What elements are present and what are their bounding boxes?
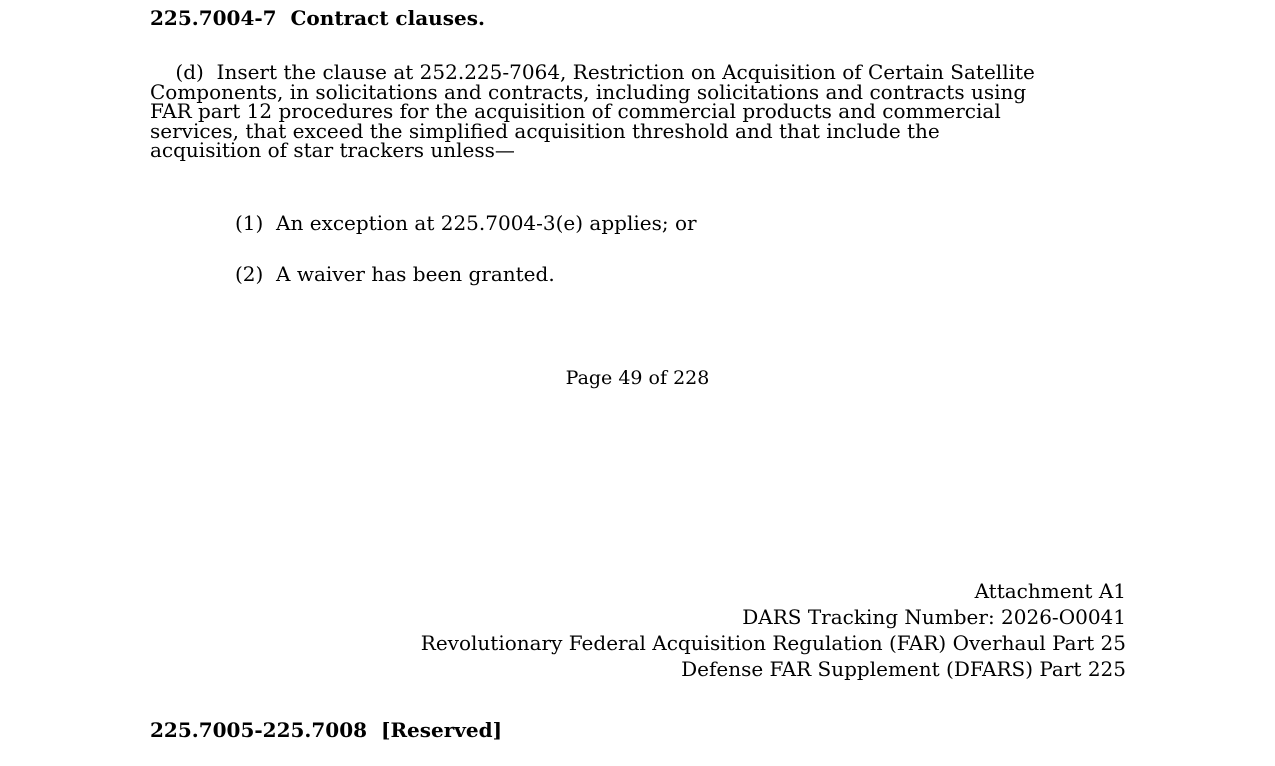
paragraph-d-line: FAR part 12 procedures for the acquisition of commercial products and commercial xyxy=(150,99,1001,123)
running-header xyxy=(421,578,1126,682)
header-tracking-number: DARS Tracking Number: 2026-O0041 xyxy=(742,605,1126,629)
paragraph-d-line: services, that exceed the simplified acquisition threshold and that include the xyxy=(150,118,940,143)
paragraph-d-line: (d) Insert the clause at 252.225-7064, Restriction on Acquisition of Certain Satellite xyxy=(150,60,1035,84)
header-overhaul-title: Revolutionary Federal Acquisition Regulation (FAR) Overhaul Part 25 xyxy=(420,631,1126,655)
page-number: Page 49 of 228 xyxy=(565,367,710,389)
header-attachment: Attachment A1 xyxy=(974,579,1126,603)
paragraph-d-line: Components, in solicitations and contracts, including solicitations and contracts using xyxy=(150,79,1027,104)
list-item-exception: (1) An exception at 225.7004-3(e) applies; or xyxy=(235,211,697,235)
section-heading: 225.7004-7 Contract clauses. xyxy=(150,6,485,30)
paragraph-d xyxy=(150,60,1140,162)
next-section-heading: 225.7005-225.7008 [Reserved] xyxy=(150,718,503,742)
paragraph-d-line: acquisition of star trackers unless— xyxy=(150,138,515,162)
header-supplement-title: Defense FAR Supplement (DFARS) Part 225 xyxy=(681,657,1126,681)
list-item-waiver: (2) A waiver has been granted. xyxy=(235,262,555,286)
